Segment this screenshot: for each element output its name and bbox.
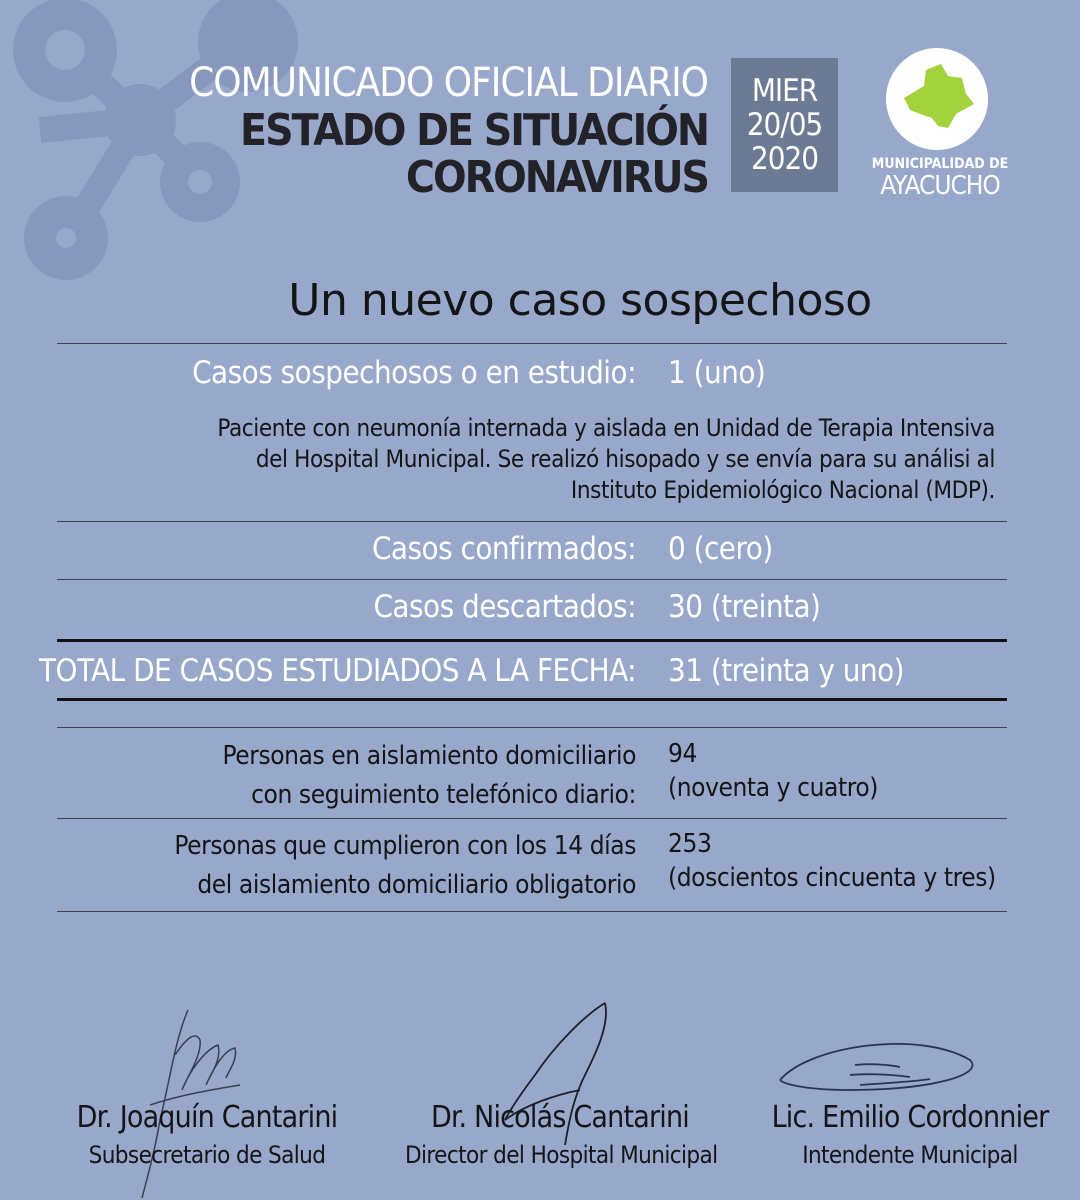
signature-scribble-3 <box>770 1035 985 1105</box>
map-icon <box>886 48 988 150</box>
signatory-role: Director del Hospital Municipal <box>405 1141 718 1169</box>
isolation-label-line: con seguimiento telefónico diario: <box>251 780 636 810</box>
header-line-2: ESTADO DE SITUACIÓN <box>240 105 708 156</box>
note-line: Paciente con neumonía internada y aislada en Unidad de Terapia Intensiva <box>217 414 995 442</box>
completed-count-words: (doscientos cincuenta y tres) <box>668 863 996 893</box>
isolation-count: 94 <box>668 739 697 769</box>
date-year: 2020 <box>751 141 818 177</box>
signature-block-1 <box>62 1100 352 1169</box>
divider <box>57 727 1007 728</box>
signatory-name: Dr. Nicolás Cantarini <box>431 1100 689 1135</box>
signatory-role: Intendente Municipal <box>802 1141 1018 1169</box>
header-line-3: CORONAVIRUS <box>405 152 708 203</box>
suspect-cases-value: 1 (uno) <box>668 355 766 391</box>
completed-label-line: Personas que cumplieron con los 14 días <box>174 831 636 861</box>
completed-count: 253 <box>668 829 712 859</box>
divider <box>57 818 1007 819</box>
confirmed-cases-label: Casos confirmados: <box>371 531 636 567</box>
divider <box>57 698 1007 701</box>
logo-text-municipality: MUNICIPALIDAD DE <box>871 156 1009 172</box>
note-line: Instituto Epidemiológico Nacional (MDP). <box>570 476 995 504</box>
divider <box>57 911 1007 912</box>
isolation-label-line: Personas en aislamiento domiciliario <box>222 741 636 771</box>
total-cases-value: 31 (treinta y uno) <box>668 653 905 689</box>
divider <box>57 579 1007 580</box>
isolation-label <box>222 737 636 815</box>
suspect-case-note <box>155 413 995 506</box>
signatory-name: Dr. Joaquín Cantarini <box>76 1100 338 1135</box>
date-box <box>731 58 838 192</box>
signature-block-2 <box>405 1100 718 1169</box>
date-value: 20/05 <box>746 107 823 143</box>
note-line: del Hospital Municipal. Se realizó hisopado y se envía para su análisi al <box>255 445 995 473</box>
discarded-cases-value: 30 (treinta) <box>668 589 821 625</box>
page-title: Un nuevo caso sospechoso <box>288 275 872 326</box>
municipality-logo <box>886 48 988 150</box>
divider <box>57 343 1007 344</box>
discarded-cases-label: Casos descartados: <box>373 589 636 625</box>
signatory-role: Subsecretario de Salud <box>88 1141 326 1169</box>
divider <box>57 521 1007 522</box>
suspect-cases-label: Casos sospechosos o en estudio: <box>192 355 636 391</box>
confirmed-cases-value: 0 (cero) <box>668 531 773 567</box>
completed-label-line: del aislamiento domiciliario obligatorio <box>197 870 636 900</box>
isolation-value <box>668 737 878 805</box>
signatory-name: Lic. Emilio Cordonnier <box>771 1100 1049 1135</box>
logo-text-city: AYACUCHO <box>880 171 1000 201</box>
completed-label <box>174 827 636 905</box>
date-day: MIER <box>751 73 818 109</box>
isolation-count-words: (noventa y cuatro) <box>668 773 878 803</box>
total-cases-label: TOTAL DE CASOS ESTUDIADOS A LA FECHA: <box>39 653 636 689</box>
divider <box>57 639 1007 642</box>
completed-value <box>668 827 996 895</box>
header-line-1: COMUNICADO OFICIAL DIARIO <box>189 60 708 106</box>
signature-block-3 <box>750 1100 1070 1169</box>
